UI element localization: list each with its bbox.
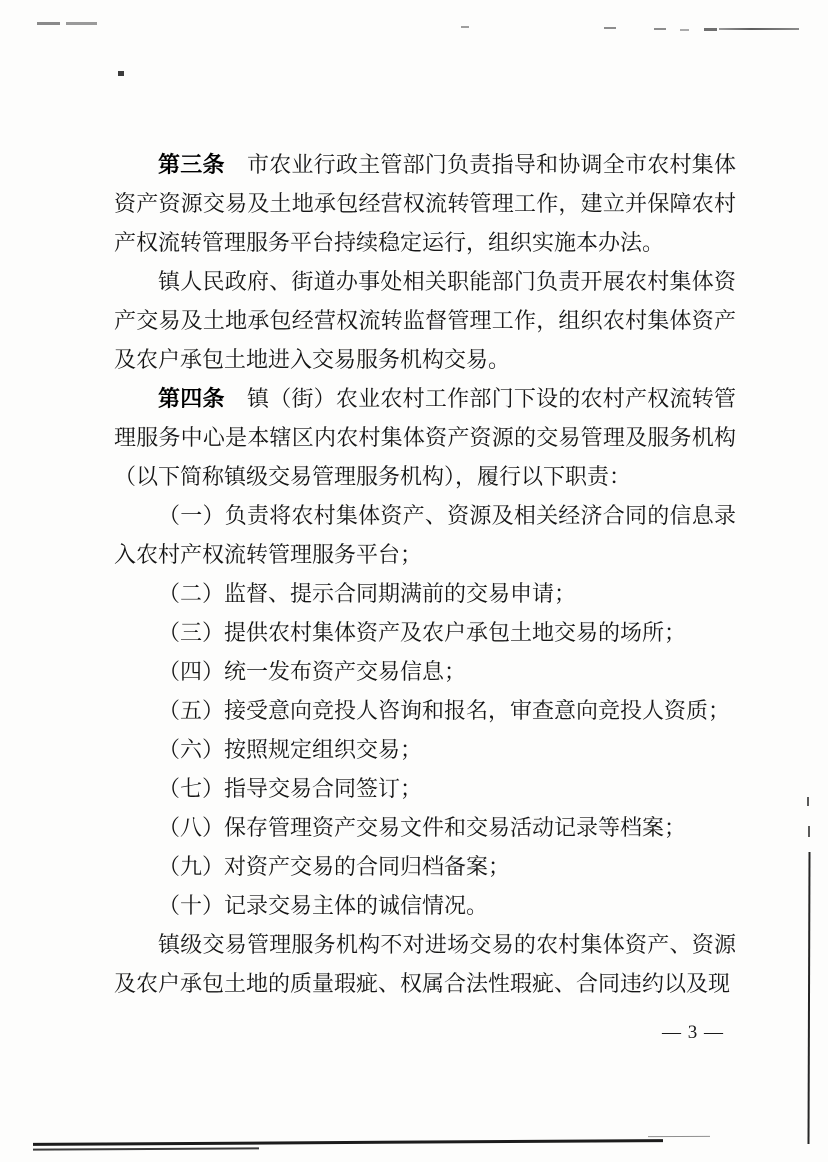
scan-mark-top-right-3 [654, 28, 666, 30]
list-item-3 [114, 613, 736, 652]
paragraph-text: （八）保存管理资产交易文件和交易活动记录等档案； [158, 815, 687, 840]
scan-mark-top-right-2 [604, 27, 616, 29]
paragraph-article-4 [114, 379, 736, 496]
list-item-7 [114, 769, 736, 808]
paragraph-text: （四）统一发布资产交易信息； [158, 659, 467, 684]
paragraph-text: （三）提供农村集体资产及农户承包土地交易的场所； [158, 620, 687, 645]
page-number: — 3 — [662, 1022, 724, 1043]
list-item-9 [114, 847, 736, 886]
paragraph-text: 镇（街）农业农村工作部门下设的农村产权流转管理服务中心是本辖区内农村集体资产资源的交易管理及服务机构（以下简称镇级交易管理服务机构），履行以下职责： [114, 386, 736, 489]
paragraph-text: 市农业行政主管部门负责指导和协调全市农村集体资产资源交易及土地承包经营权流转管理工作，建立并保障农村产权流转管理服务平台持续稳定运行，组织实施本办法。 [114, 152, 736, 255]
list-item-8 [114, 808, 736, 847]
paragraph-text: （十）记录交易主体的诚信情况。 [158, 893, 489, 918]
scan-mark-top-right-4 [680, 29, 689, 31]
paragraph-continued [114, 925, 736, 1003]
scan-mark-top-right-1 [461, 26, 469, 28]
scan-edge-bottom-line [33, 1139, 663, 1146]
paragraph-text: （六）按照规定组织交易； [158, 737, 423, 762]
article-3-label: 第三条 [158, 152, 225, 177]
paragraph-text: （二）监督、提示合同期满前的交易申请； [158, 581, 577, 606]
scan-edge-bottom-line-2 [33, 1147, 259, 1150]
list-item-6 [114, 730, 736, 769]
scan-edge-right-dash-2 [808, 826, 810, 837]
paragraph-article-3 [114, 145, 736, 262]
paragraph [114, 262, 736, 379]
paragraph-text: 镇人民政府、街道办事处相关职能部门负责开展农村集体资产交易及土地承包经营权流转监督管理工作，组织农村集体资产及农户承包土地进入交易服务机构交易。 [114, 269, 736, 372]
list-item-1 [114, 496, 736, 574]
scan-edge-bottom-line-tail [648, 1136, 710, 1137]
article-4-label: 第四条 [158, 386, 225, 411]
scan-edge-right-line [807, 852, 810, 1144]
scan-mark-speck [118, 71, 124, 76]
scan-mark-top-right-5 [704, 28, 717, 31]
paragraph-text: （七）指导交易合同签订； [158, 776, 423, 801]
scan-mark-top-left-dash-2 [66, 22, 97, 25]
paragraph-text: （五）接受意向竞投人咨询和报名，审查意向竞投人资质； [158, 698, 731, 723]
paragraph-text: 镇级交易管理服务机构不对进场交易的农村集体资产、资源及农户承包土地的质量瑕疵、权属合法性瑕疵、合同违约以及现 [114, 932, 736, 996]
list-item-5 [114, 691, 736, 730]
document-page-body [114, 145, 736, 1003]
scan-edge-right-dash-1 [807, 797, 809, 806]
scan-mark-top-left-dash-1 [37, 22, 60, 25]
scan-mark-top-right-line [719, 28, 799, 30]
paragraph-text: （一）负责将农村集体资产、资源及相关经济合同的信息录入农村产权流转管理服务平台； [114, 503, 736, 567]
list-item-2 [114, 574, 736, 613]
list-item-10 [114, 886, 736, 925]
paragraph-text: （九）对资产交易的合同归档备案； [158, 854, 511, 879]
list-item-4 [114, 652, 736, 691]
